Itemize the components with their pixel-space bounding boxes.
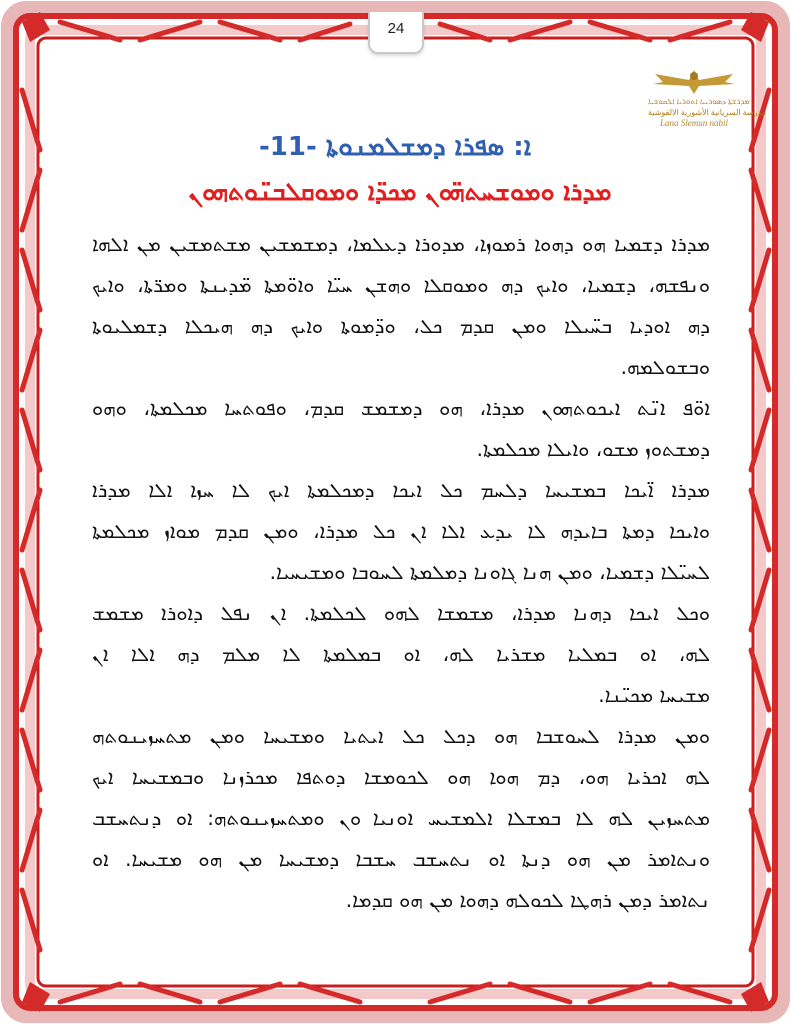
text-line: ܠܚܝ̈ܠܐ ܕܫܡܝܐ، ܘܡܢ ܗܢܐ ܓܐܘܢܐ ܕܡܠܡܬܐ ܠܚܘܒܐ ܘܡܫܝܚܝܐ. xyxy=(269,560,710,584)
text-line: ܐܘ̈ܦ ܐܢ̈ܬ ܐܝܟܘܬܗܘܢ ܡܕܪܐ، ܗܘ ܕܡܫܡܫ ܩܕܡ، ܘܦܘܬܚܐ ܡܟܠܡܬܐ، ܘܗܘ xyxy=(92,396,710,420)
text-line: ܘܢܦܫܗ، ܕܫܡܝܐ، ܘܐܝܟ ܕܗ ܘܡܘܩܠܐ ܘܗܫܢ ܚܝ̈ܐ ܘܐܘ̈ܡܬܐ ܡ̈ܕܝܢܬܐ ܘܡܪ̈ܬܐ، ܘܐܝܟ xyxy=(92,273,710,297)
text-line: ܘܢܬܐܡܪ ܡܢ ܗܘ ܕܢܬܐ ܐܘ ܢܬܚܫܒ ܚܫܒܐ ܕܡܫܝܚܐ ܡܢ ܗܘ ܡܫܝܚܐ. ܐܘ xyxy=(92,847,710,871)
text-line: ܘܡܢ ܡܕܪܐ ܠܚܘܫܒܐ ܗܘ ܕܟܠ ܟܠ ܐܝܬܝܐ ܘܡܫܝܚܐ ܘܡܢ ܡܬܚܙܝܢܘܬܗ xyxy=(92,724,710,748)
school-logo xyxy=(648,66,766,128)
lesson-subtitle: ܡܕܪܐ ܘܡܘܫܚܬܗ̈ܘܢ ܡܟܕ̈ܐ ܘܡܘܩܠܒܢ̈ܘܬܗܘܢ xyxy=(188,177,612,206)
text-line: ܠܗ ܐܟܪܝܐ ܗܘ، ܕܡ ܗܘܐ ܗܘ ܠܟܘܡܫܐ ܕܘܬܦܐ ܡܟܪܙܢܐ ܘܒܡܫܝܚܐ ܐܝܟ xyxy=(92,765,710,789)
text-line: ܘܒܫܘܠܡܗ. xyxy=(620,355,710,379)
text-line: ܡܕܪܐ ܕܫܡܝܐ ܗܘ ܕܗܘܐ ܪܡܘܙܐ، ܡܕܘܪܐ ܕܥܠܡܐ، ܕܡܫܡܫܝܢ ܡܫܬܡܫܝܢ ܡܢ ܐܠܗܐ xyxy=(92,232,710,256)
lesson-title: ܐ: ܣܦܪܐ ܕܡܫܠܡܢܘܬܐ -11- xyxy=(259,132,531,162)
text-line: ܕܗ ܐܘܕܝܐ ܒܚ̈ܝܠܐ ܘܡܢ ܩܕܡ ܟܠ، ܘܕ̈ܡܘܬܐ ܘܐܝܟ ܕܗ ܗܝܟܠܐ ܕܫܡܠܝܘܬܐ xyxy=(92,314,710,338)
text-line: ܢܬܐܡܪ ܕܡܢ ܪܗܛܐ ܠܟܘܠܗ ܕܗܘܐ ܡܢ ܗܘ ܩܕܡܐ. xyxy=(345,888,710,912)
text-line: ܘܟܠ ܐܝܟܐ ܕܗܢܐ ܡܕܪܐ، ܡܫܡܫܐ ܠܗܘ ܠܟܠܡܬܐ. ܐܢ ܢܦܠ ܕܐܘܪܐ ܡܫܡܫ xyxy=(92,601,710,625)
logo-text-arabic: مدرسة السريانية الأشورية الالقوشية xyxy=(648,108,766,117)
page-number-tab xyxy=(368,12,424,54)
text-line: ܕܡܫܬܘܙ ܡܫܘ، ܘܐܝܠܐ ܡܟܠܡܬܐ. xyxy=(476,437,710,461)
page-number: 24 xyxy=(387,20,405,37)
text-line: ܡܫܝܚܐ ܡܟܝ̈ܢܐ. xyxy=(598,683,710,707)
body-text xyxy=(92,224,710,921)
text-line: ܡܕܪܐ ܐ̈ܝܟܐ ܒܡܫܝܚܐ ܕܠܚܡ ܟܠ ܐܝܟܐ ܕܡܟܠܡܬܐ ܐܝܟ ܠܐ ܚܙܐ ܐܠܐ ܡܕܪܐ xyxy=(92,478,710,502)
text-line: ܠܗ، ܐܘ ܒܡܠܝܐ ܡܫܪܝܐ ܠܗ، ܐܘ ܒܡܠܡܬܐ ܠܐ ܡܠܡ ܕܗ ܐܠܐ ܐܢ xyxy=(92,642,710,666)
text-line: ܡܬܚܙܝܢ ܠܗ ܠܐ ܒܡܫܠܐ ܐܠܡܫܝܚ ܐܘܢܝܐ ܘܢ ܘܡܬܚܙܝܢܘܬܗ: ܐܘ ܕܢܬܚܫܒ xyxy=(92,806,710,830)
text-line: ܘܐܝܟܐ ܕܡܬܐ ܒܐܝܕܗ ܠܐ ܝܕܥ ܐܠܐ ܐܢ ܟܠ ܡܕܪܐ، ܘܡܢ ܩܕܡ ܡܘܐܙ ܡܟܠܡܬܐ xyxy=(92,519,710,543)
logo-signature: Lana Slemun nabil xyxy=(659,118,728,128)
winged-emblem-icon xyxy=(651,66,737,96)
logo-text-syriac: ܡܕܪܫܬܐ ܕܣܘܪܝܝܐ ܐܬܘܪܝܐ ܐܠܩܘܫܝܐ xyxy=(648,97,750,106)
